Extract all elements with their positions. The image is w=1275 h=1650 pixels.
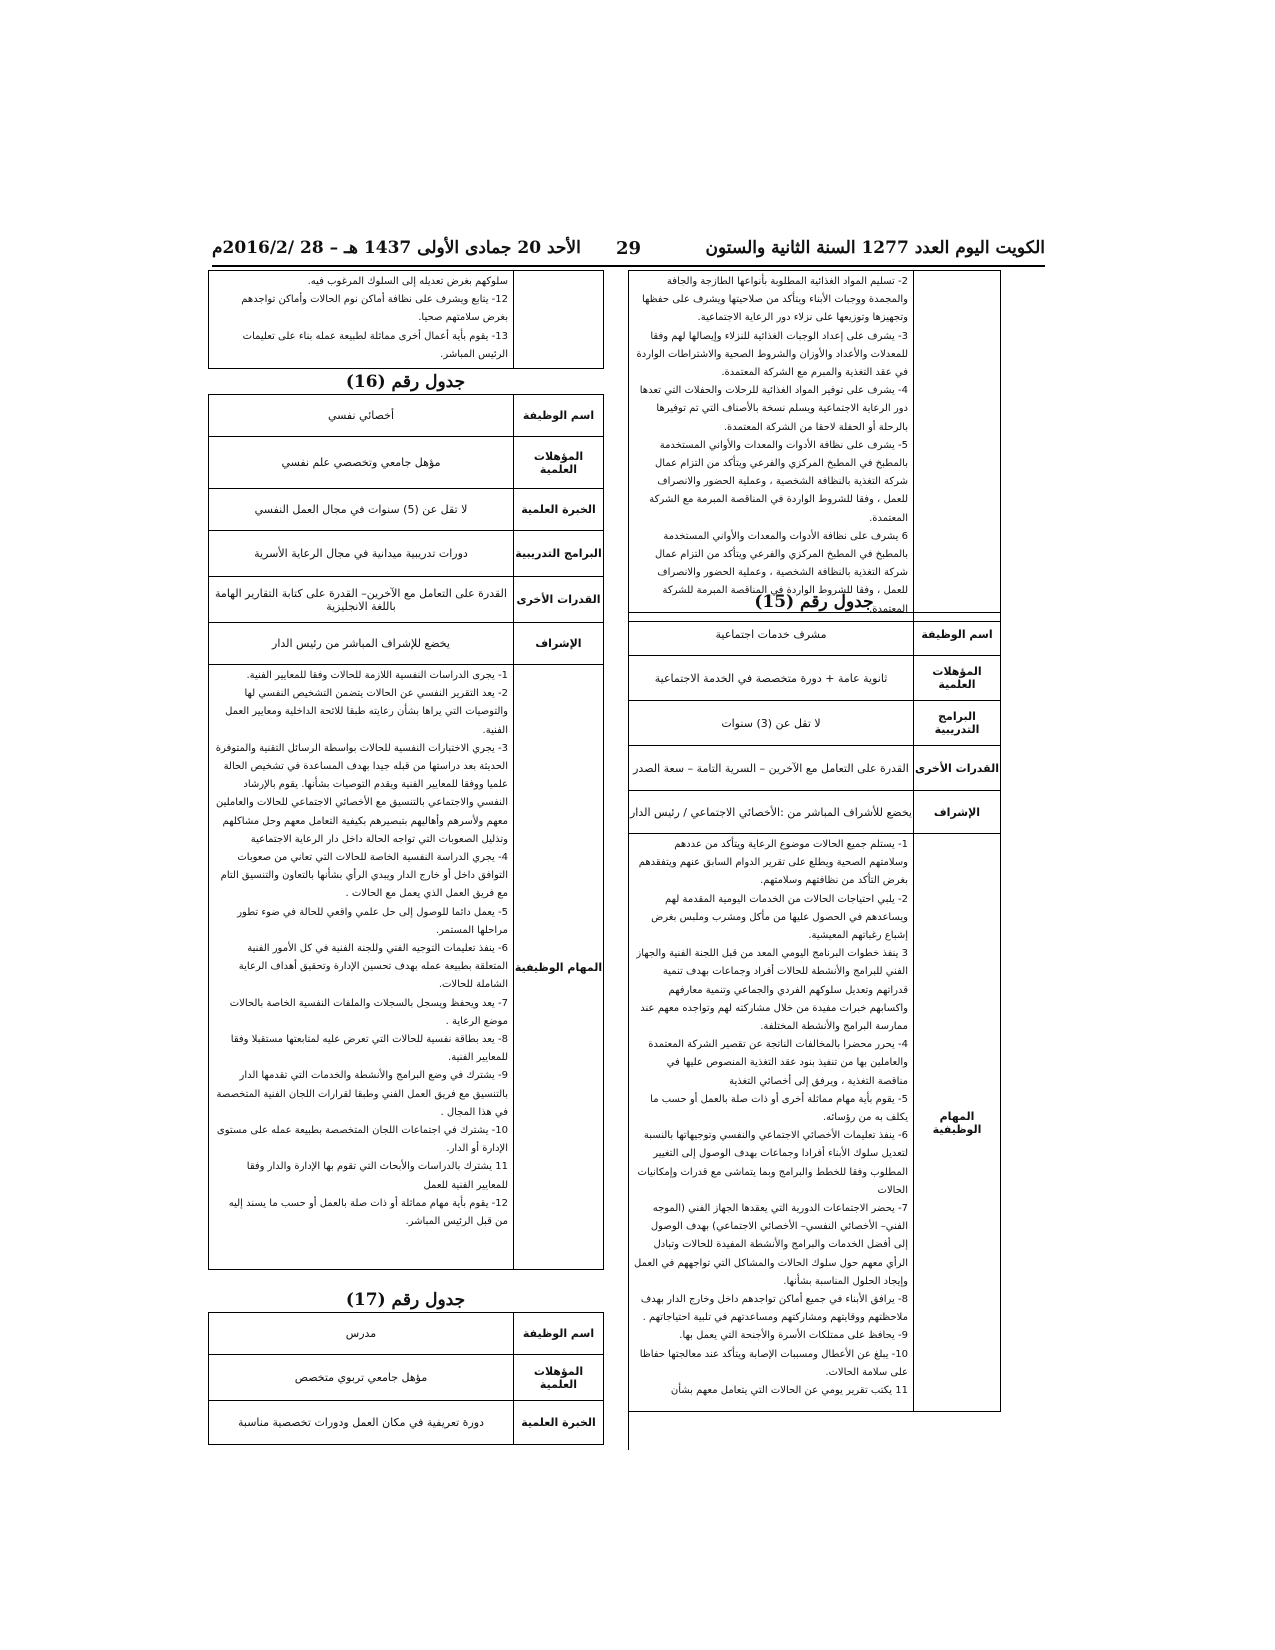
issue-date: الأحد 20 جمادى الأولى 1437 هـ – 28 /2016/2م <box>212 238 581 258</box>
table15-label: الإشراف <box>914 791 1001 834</box>
table16-label: القدرات الأخرى <box>514 577 604 623</box>
table-17-caption: جدول رقم (17) <box>345 1290 466 1310</box>
task-item: 3 ينفذ خطوات البرنامج اليومي المعد من قبل اللجنة الفنية والجهاز الفني للبرامج والأنشطة للحالات أفراد وجماعات بهدف تنمية قدراتهم وتعديل سلوكهم الفردي والجماعي وتنمية معارفهم واكسابهم خبرات مفيدة من خلال مشاركته لهم وتواجده معهم عند ممارسة البرامج والأنشطة المختلفة. <box>636 948 908 1033</box>
table17-value: مدرس <box>209 1313 514 1355</box>
page-header <box>212 238 1045 266</box>
table15-label: البرامج التدريبية <box>914 701 1001 746</box>
task-item: 3- يشرف على إعداد الوجبات الغذائية للنزلاء وإيصالها لهم وفقا للمعدلات والأعداد والأوزان والشروط الصحية والاشتراطات الواردة في عقد التغذية والمبرم مع الشركة المعتمدة. <box>636 330 908 379</box>
task-item: 12- يقوم بأية مهام مماثلة أو ذات صلة بالعمل أو حسب ما يسند إليه من قبل الرئيس المباشر. <box>228 1197 508 1228</box>
left-top-tasks-table <box>208 270 604 369</box>
task-item: 9- يحافظ على ممتلكات الأسرة والأجنحة التي يعمل بها. <box>679 1330 908 1342</box>
task-item: 4- يحرر محضرا بالمخالفات الناتجة عن تقصير الشركة المعتمدة والعاملين بها من تنفيذ بنود عقد التغذية المنصوص عليها في مناقصة التغذية ، ويرفق إلى أخصائي التغذية <box>648 1039 908 1087</box>
table16-tasks-label: المهام الوظيفية <box>514 665 604 1270</box>
table15-tasks <box>629 834 914 1412</box>
task-item: سلوكهم بغرض تعديله إلى السلوك المرغوب فيه. <box>307 276 508 287</box>
gazette-title: الكويت اليوم العدد 1277 السنة الثانية والستون <box>705 238 1045 258</box>
task-item: 8- يرافق الأبناء في جميع أماكن تواجدهم داخل وخارج الدار بهدف ملاحظتهم ووقايتهم ومشاركتهم ومساعدتهم في تلبية احتياجاتهم . <box>640 1294 908 1324</box>
right-top-tasks-table <box>628 270 1001 622</box>
left-top-tasks <box>209 271 514 369</box>
task-item: 7- يعد ويحفظ ويسجل بالسجلات والملفات النفسية الخاصة بالحالات موضع الرعاية . <box>229 997 508 1027</box>
table15-label: المؤهلات العلمية <box>914 656 1001 701</box>
task-item: 4- يجري الدراسة النفسية الخاصة للحالات التي تعاني من صعوبات التوافق داخل أو خارج الدار ويبدي الرأي بشأنها بالتعاون والتنسيق التام مع فريق العمل الذي يعمل مع الحالات . <box>220 852 508 900</box>
table-16 <box>208 394 604 1270</box>
task-item: 2- يلبي احتياجات الحالات من الخدمات اليومية المقدمة لهم ويساعدهم في الحصول عليها من مأكل ومشرب وملبس بغرض إشباع رغباتهم المعيشية. <box>651 893 908 942</box>
table-15 <box>628 612 1001 1412</box>
table-16-caption: جدول رقم (16) <box>345 372 466 392</box>
task-item: 1- يستلم جميع الحالات موضوع الرعاية ويتأكد من عددهم وسلامتهم الصحية ويطلع على تقرير الدوام السابق عنهم ويتفقدهم بغرض التأكد من نظافتهم وسلامتهم. <box>638 839 908 887</box>
table16-label: الخبرة العلمية <box>514 489 604 531</box>
task-item: 1- يجرى الدراسات النفسية اللازمة للحالات وفقا للمعايير الفنية. <box>246 670 508 681</box>
table15-value: مشرف خدمات اجتماعية <box>629 613 914 656</box>
table-17 <box>208 1312 604 1445</box>
table16-value: دورات تدريبية ميدانية في مجال الرعاية الأسرية <box>209 531 514 577</box>
task-item: 10- يشترك في اجتماعات اللجان المتخصصة بطبيعة عمله على مستوى الإدارة أو الدار. <box>216 1125 508 1155</box>
task-item: 8- يعد بطاقة نفسية للحالات التي تعرض عليه لمتابعتها مستقبلا وفقا للمعايير الفنية. <box>230 1034 508 1064</box>
table15-value: القدرة على التعامل مع الآخرين – السرية التامة – سعة الصدر <box>629 746 914 791</box>
table15-value: يخضع للأشراف المباشر من :الأخصائي الاجتماعي / رئيس الدار <box>629 791 914 834</box>
right-top-tasks <box>629 271 914 622</box>
table15-value: لا تقل عن (3) سنوات <box>629 701 914 746</box>
table16-value: لا تقل عن (5) سنوات في مجال العمل النفسي <box>209 489 514 531</box>
task-item: 5- يقوم بأية مهام مماثلة أخرى أو ذات صلة بالعمل أو حسب ما يكلف به من رؤسائه. <box>650 1093 908 1124</box>
table16-value: مؤهل جامعي وتخصصي علم نفسي <box>209 437 514 489</box>
task-item: 3- يجري الاختبارات النفسية للحالات بواسطة الرسائل التقنية والمتوفرة الحديثة بعد دراستها من قبله جيدا بهدف المساعدة في تشخيص الحالة علميا ووفقا للمعايير الفنية ويقدم التوصيات بشأنها. يقوم بالإرشاد النفسي والاجتماعي بالتنسيق مع الأخصائي الاجتماعي للحالات والعاملين معهم ولأسرهم وأهاليهم بتبصيرهم بكيفية التعامل معهم وحل مشاكلهم وتذليل الصعوبات التي تواجه الحالة داخل دار الرعاية الاجتماعية <box>215 742 508 845</box>
task-item: 13- يقوم بأية أعمال أخرى مماثلة لطبيعة عمله بناء على تعليمات الرئيس المباشر. <box>242 330 508 360</box>
task-item: 7- يحضر الاجتماعات الدورية التي يعقدها الجهاز الفني (الموجه الفني– الأخصائي النفسي– الأخصائي الاجتماعي) بهدف الوصول إلى أفضل الخدمات والبرامج والأنشطة المفيدة للحالات وتبادل الرأي معهم حول سلوك الحالات والمشاكل التي تواجههم في العمل وإيجاد الحلول المناسبة بشأنها. <box>634 1203 908 1287</box>
table15-label: القدرات الأخرى <box>914 746 1001 791</box>
page-number: 29 <box>615 238 642 259</box>
table16-label: المؤهلات العلمية <box>514 437 604 489</box>
table16-tasks <box>209 665 514 1270</box>
table16-value: أخصائي نفسي <box>209 395 514 437</box>
table15-tasks-label: المهام الوظيفية <box>914 834 1001 1412</box>
table16-label: الإشراف <box>514 623 604 665</box>
task-item: 9- يشترك في وضع البرامج والأنشطة والخدمات التي تقدمها الدار بالتنسيق مع فريق العمل الفني وطبقا لقرارات اللجان الفنية المتخصصة في هذا المجال . <box>216 1070 508 1118</box>
task-item: 2- يعد التقرير النفسي عن الحالات يتضمن التشخيص النفسي لها والتوصيات التي يراها بشأن رعايته طبقا للائحة الداخلية ومعايير العمل الفنية. <box>225 688 508 736</box>
table17-label: الخبرة العلمية <box>514 1401 604 1445</box>
table16-value: القدرة على التعامل مع الآخرين– القدرة على كتابة التقارير الهامة باللغة الانجليزية <box>209 577 514 623</box>
task-item: 10- يبلغ عن الأعطال ومسببات الإصابة ويتأكد عند معالجتها حفاظا على سلامة الحالات. <box>639 1348 908 1378</box>
task-item: 6 يشرف على نظافة الأدوات والمعدات والأواني المستخدمة بالمطبخ في المطبخ المركزي والفرعي ويتأكد من التزام عمال شركة التغذية بالنظافة الشخصية ، وعملية الحضور والانصراف للعمل ، وفقا للشروط الواردة في المناقصة المبرمة للشركة المعتمدة. <box>655 530 908 615</box>
task-item: 11 يكتب تقرير يومي عن الحالات التي يتعامل معهم بشأن <box>670 1385 908 1397</box>
table17-value: مؤهل جامعي تربوي متخصص <box>209 1355 514 1401</box>
task-item: 2- تسليم المواد الغذائية المطلوبة بأنواعها الطازجة والجافة والمجمدة ووجبات الأبناء ويتأكد من صلاحيتها ويشرف على حفظها وتجهيزها وتوزيعها على نزلاء دور الرعاية الاجتماعية. <box>641 276 908 324</box>
right-top-empty-label <box>914 271 1001 622</box>
table17-label: اسم الوظيفة <box>514 1313 604 1355</box>
task-item: 11 يشترك بالدراسات والأبحاث التي تقوم بها الإدارة والدار وفقا للمعايير الفنية للعمل <box>246 1161 508 1191</box>
table16-value: يخضع للإشراف المباشر من رئيس الدار <box>209 623 514 665</box>
table15-label: اسم الوظيفة <box>914 613 1001 656</box>
table17-label: المؤهلات العلمية <box>514 1355 604 1401</box>
header-rule <box>212 265 1045 267</box>
task-item: 5- يشرف على نظافة الأدوات والمعدات والأواني المستخدمة بالمطبخ في المطبخ المركزي والفرعي ويتأكد من التزام عمال شركة التغذية بالنظافة الشخصية ، وعملية الحضور والانصراف للعمل ، وفقا للشروط الواردة في المناقصة المبرمة مع الشركة المعتمدة. <box>649 439 908 524</box>
table-15-caption: جدول رقم (15) <box>754 592 874 612</box>
table17-value: دورة تعريفية في مكان العمل ودورات تخصصية مناسبة <box>209 1401 514 1445</box>
table16-label: اسم الوظيفة <box>514 395 604 437</box>
task-item: 12- يتابع ويشرف على نظافة أماكن نوم الحالات وأماكن تواجدهم بغرض سلامتهم صحيا. <box>241 294 508 324</box>
task-item: 6- ينفذ تعليمات الأخصائي الاجتماعي والنفسي وتوجيهاتها بالنسبة لتعديل سلوك الأبناء أفرادا وجماعات بهدف الوصول إلى التغيير المطلوب وفقا للخطط والبرامج وبما يتماشى مع قدرات وإمكانيات الحالات <box>637 1130 908 1196</box>
task-item: 4- يشرف على توفير المواد الغذائية للرحلات والحفلات التي تعدها دور الرعاية الاجتماعية ويسلم نسخة بالأصناف التي تم توفيرها بالرحلة أو الحفلة لاحقا من الشركة المعتمدة. <box>639 385 908 433</box>
table16-label: البرامج التدريبية <box>514 531 604 577</box>
table15-value: ثانوية عامة + دورة متخصصة في الخدمة الاجتماعية <box>629 656 914 701</box>
task-item: 6- ينفذ تعليمات التوجيه الفني وللجنة الفنية في كل الأمور الفنية المتعلقة بطبيعة عمله بهدف تحسين الإدارة وتحقيق أهداف الرعاية الشاملة للحالات. <box>238 943 508 991</box>
task-item: 5- يعمل دائما للوصول إلى حل علمي واقعي للحالة في ضوء تطور مراحلها المستمر. <box>237 906 508 936</box>
left-top-empty-label <box>514 271 604 369</box>
